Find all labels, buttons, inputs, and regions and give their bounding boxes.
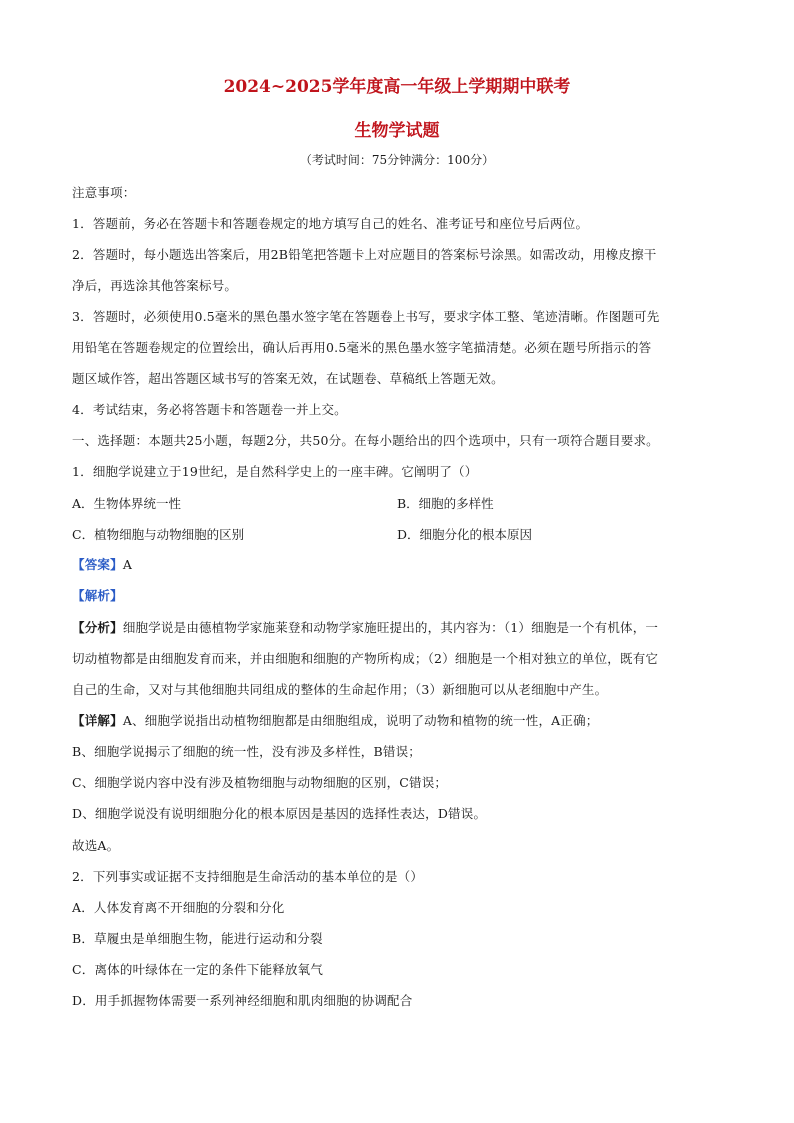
note-line: 题区域作答，超出答题区域书写的答案无效，在试题卷、草稿纸上答题无效。	[72, 371, 504, 386]
q2-option-a: A．人体发育离不开细胞的分裂和分化	[72, 900, 285, 915]
q1-fenxi-line: 自己的生命，又对与其他细胞共同组成的整体的生命起作用；（3）新细胞可以从老细胞中产生。	[72, 682, 608, 697]
fenxi-tag: 【分析】	[72, 620, 123, 635]
answer-tag: 【答案】	[72, 557, 123, 572]
question-1-stem: 1．细胞学说建立于19世纪，是自然科学史上的一座丰碑。它阐明了（）	[72, 464, 478, 479]
q2-option-d: D．用手抓握物体需要一系列神经细胞和肌肉细胞的协调配合	[72, 993, 413, 1008]
notes-heading: 注意事项：	[72, 185, 136, 200]
exam-info: （考试时间：75分钟满分：100分）	[299, 153, 495, 167]
q1-detail-line: C、细胞学说内容中没有涉及植物细胞与动物细胞的区别，C错误；	[72, 775, 448, 790]
q1-answer	[72, 557, 732, 573]
detail-tag: 【详解】	[72, 713, 123, 728]
question-2-stem: 2．下列事实或证据不支持细胞是生命活动的基本单位的是（）	[72, 869, 424, 884]
q1-analysis-heading	[72, 588, 732, 604]
fenxi-text: 细胞学说是由德植物学家施莱登和动物学家施旺提出的，其内容为：（1）细胞是一个有机体，一	[122, 620, 659, 635]
section-heading: 一、选择题：本题共25小题，每题2分，共50分。在每小题给出的四个选项中，只有一项符合题目要求。	[72, 433, 659, 448]
detail-text: A、细胞学说指出动植物细胞都是由细胞组成，说明了动物和植物的统一性，A正确；	[122, 713, 599, 728]
note-line: 2．答题时，每小题选出答案后，用2B铅笔把答题卡上对应题目的答案标号涂黑。如需改动，用橡皮擦干	[72, 247, 657, 262]
q1-option-c: C．植物细胞与动物细胞的区别	[72, 527, 245, 542]
note-line: 4．考试结束，务必将答题卡和答题卷一并上交。	[72, 402, 347, 417]
note-line: 净后，再选涂其他答案标号。	[72, 278, 238, 293]
q2-option-c: C．离体的叶绿体在一定的条件下能释放氧气	[72, 962, 324, 977]
q1-option-b: B．细胞的多样性	[397, 496, 494, 511]
note-line: 用铅笔在答题卷规定的位置绘出，确认后再用0.5毫米的黑色墨水签字笔描清楚。必须在题号所指示的答	[72, 340, 652, 355]
exam-title: 2024~2025学年度高一年级上学期期中联考	[223, 77, 571, 97]
q1-conclusion: 故选A。	[72, 838, 120, 853]
q1-option-d: D．细胞分化的根本原因	[397, 527, 533, 542]
q1-fenxi-line: 切动植物都是由细胞发育而来，并由细胞和细胞的产物所构成；（2）细胞是一个相对独立的单位，既有它	[72, 651, 659, 666]
q1-detail-line: B、细胞学说揭示了细胞的统一性，没有涉及多样性，B错误；	[72, 744, 421, 759]
q1-detail-line	[72, 713, 732, 729]
q1-fenxi-line	[72, 620, 732, 636]
answer-value: A	[122, 557, 133, 572]
q2-option-b: B．草履虫是单细胞生物，能进行运动和分裂	[72, 931, 323, 946]
subject-title: 生物学试题	[354, 121, 440, 141]
note-line: 3．答题时，必须使用0.5毫米的黑色墨水签字笔在答题卷上书写，要求字体工整、笔迹清晰。作图题可先	[72, 309, 660, 324]
q1-detail-line: D、细胞学说没有说明细胞分化的根本原因是基因的选择性表达，D错误。	[72, 806, 487, 821]
note-line: 1．答题前，务必在答题卡和答题卷规定的地方填写自己的姓名、准考证号和座位号后两位。	[72, 216, 589, 231]
q1-option-a: A．生物体界统一性	[72, 496, 182, 511]
analysis-tag: 【解析】	[72, 588, 123, 603]
